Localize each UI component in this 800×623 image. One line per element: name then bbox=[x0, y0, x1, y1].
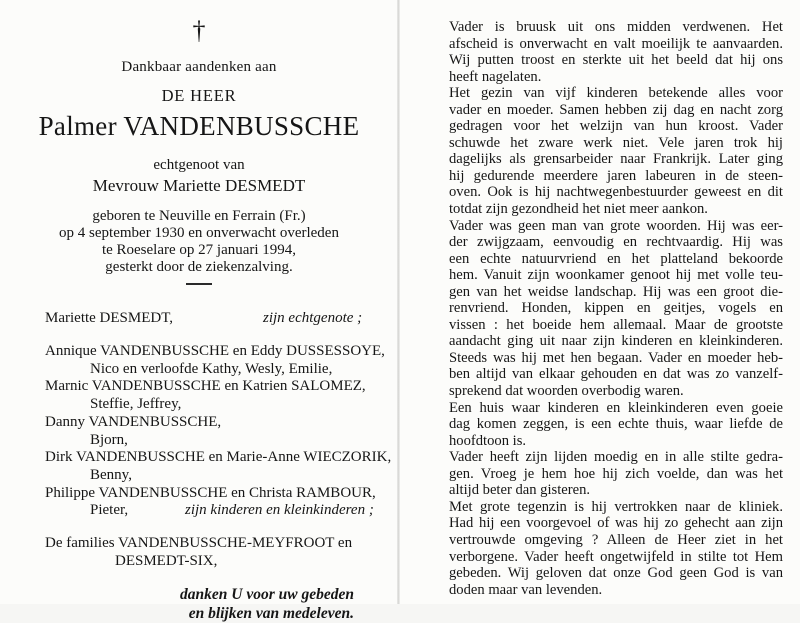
memorial-text-line: hij gedurende meerdere jaren labeuren in de steen- bbox=[449, 167, 783, 184]
memorial-text-line: vader en moeder. Samen hebben zij dag en nacht zorg bbox=[449, 101, 783, 118]
widow-name: Mariette DESMEDT, bbox=[45, 310, 174, 326]
family-member-names: Pieter, bbox=[90, 502, 129, 519]
family-member-names: Bjorn, bbox=[90, 431, 128, 448]
memorial-text-line: schuwde het zware werk niet. Vele jaren trok hij bbox=[449, 134, 783, 151]
life-dates-line: gesterkt door de ziekenzalving. bbox=[105, 259, 293, 275]
family-line bbox=[28, 361, 370, 379]
families-line-1: De families VANDENBUSSCHE-MEYFROOT en bbox=[45, 535, 353, 552]
memorial-text-line: vertrouwde omgeving ? Alleen de Heer ziet in het bbox=[449, 531, 783, 548]
dedication-text: Dankbaar aandenken aan bbox=[121, 59, 277, 75]
section-divider bbox=[186, 283, 212, 285]
family-line bbox=[28, 378, 370, 396]
memorial-text-line: gebeden. Wij geloven dat onze God geen God is van bbox=[449, 565, 783, 582]
spouse-name: Mevrouw Mariette DESMEDT bbox=[92, 176, 306, 195]
card-fold-divider bbox=[397, 0, 400, 604]
spouse-intro: echtgenoot van bbox=[153, 157, 245, 173]
memorial-text-line: Steeds was hij met hen begaan. Vader en moeder heb- bbox=[449, 349, 783, 366]
family-member-names: Benny, bbox=[90, 466, 132, 483]
memorial-text-line: totdat zijn gezondheid het niet meer aankon. bbox=[449, 201, 708, 218]
memorial-text-line: Met grote tegenzin is hij vertrokken naar de kliniek. bbox=[449, 498, 783, 515]
thanks-block bbox=[28, 586, 370, 623]
memorial-text-line: Had hij een voorgevoel of was hij zo gehecht aan zijn bbox=[449, 515, 783, 532]
memorial-text-line: doden maar van levenden. bbox=[449, 581, 603, 598]
memorial-text-line: aandacht ging uit naar zijn kinderen en kleinkinderen. bbox=[449, 333, 783, 350]
family-member-names: Philippe VANDENBUSSCHE en Christa RAMBOUR, bbox=[45, 484, 376, 501]
family-member-names: Annique VANDENBUSSCHE en Eddy DUSSESSOYE, bbox=[45, 343, 385, 359]
memorial-text-line: sprekend dat woorden overbodig waren. bbox=[449, 383, 684, 400]
memorial-text-line: dagelijks als grensarbeider naar Frankrijk. Later ging bbox=[449, 151, 783, 168]
memorial-text-line: vissen : het boeide hem allemaal. Maar de grootste bbox=[449, 316, 783, 333]
family-list bbox=[28, 343, 392, 520]
memorial-text-line: verborgene. Vader heeft ongetwijfeld in stilte tot Hem bbox=[449, 548, 783, 565]
deceased-name: Palmer VANDENBUSSCHE bbox=[38, 111, 360, 141]
life-dates bbox=[28, 208, 370, 276]
memorial-text-line: gen van het weidse landschap. Hij was een groot die- bbox=[449, 283, 783, 300]
family-line bbox=[28, 484, 376, 503]
memorial-text-line: heeft nagelaten. bbox=[449, 68, 542, 85]
family-line bbox=[28, 502, 374, 520]
honorific-title: DE HEER bbox=[161, 86, 237, 105]
cross-icon: † bbox=[192, 16, 206, 45]
widow-line bbox=[28, 310, 370, 328]
family-member-names: Marnic VANDENBUSSCHE en Katrien SALOMEZ, bbox=[45, 378, 366, 395]
memorial-text-line: gedragen voor het welzijn van hun kroost. Vader bbox=[449, 118, 783, 135]
memorial-text-line: hem. Vanuit zijn woonkamer genoot hij met volle teu- bbox=[449, 267, 783, 284]
memorial-text-line: renvriend. Honden, kippen en geitjes, vogels en bbox=[449, 300, 783, 317]
right-page bbox=[449, 19, 783, 598]
family-line bbox=[28, 449, 392, 467]
memorial-text-line: Vader was geen man van grote woorden. Hij was eer- bbox=[449, 217, 783, 234]
memorial-text-line: afscheid is onverwacht en valt moeilijk te aanvaarden. bbox=[449, 35, 783, 52]
left-page bbox=[28, 10, 392, 623]
families-block bbox=[28, 534, 370, 570]
memorial-text-line: Vader is bruusk uit ons midden verdwenen. Het bbox=[449, 19, 783, 35]
family-line bbox=[28, 414, 370, 432]
life-dates-line: te Roeselare op 27 januari 1994, bbox=[101, 242, 297, 258]
family-line bbox=[28, 396, 370, 414]
families-line-2: DESMEDT-SIX, bbox=[115, 553, 218, 570]
family-line bbox=[28, 432, 370, 450]
thanks-line: danken U voor uw gebeden bbox=[180, 586, 354, 604]
memorial-text-line: altijd beter dan gisteren. bbox=[449, 482, 591, 499]
family-line bbox=[28, 467, 370, 485]
memorial-text-line: oven. Ook is hij nachtwegenbestuurder geweest en dit bbox=[449, 184, 783, 201]
widow-relation: zijn echtgenote ; bbox=[263, 310, 363, 326]
memorial-text-line: ben altijd van elkaar gehouden en dat was zo vanzelf- bbox=[449, 366, 783, 383]
memorial-text-line: een echte natuurvriend en het platteland bekoorde bbox=[449, 250, 783, 267]
memorial-text-line: der zwijgzaam, eenvoudig en rechtvaardig. Hij was bbox=[449, 234, 783, 251]
memorial-text-line: dag komen zeggen, is een echte thuis, waar liefde de bbox=[449, 416, 783, 433]
family-line bbox=[28, 343, 385, 361]
family-member-names: Nico en verloofde Kathy, Wesly, Emilie, bbox=[90, 360, 333, 377]
thanks-line: en blijken van medeleven. bbox=[188, 604, 354, 622]
memorial-text-line: hoofdtoon is. bbox=[449, 432, 527, 449]
memorial-text-line: gen. Vroeg je hem hoe hij zich voelde, dan was het bbox=[449, 465, 783, 482]
family-member-names: Danny VANDENBUSSCHE, bbox=[45, 413, 222, 430]
life-dates-line: op 4 september 1930 en onverwacht overleden bbox=[59, 225, 339, 241]
life-dates-line: geboren te Neuville en Ferrain (Fr.) bbox=[92, 208, 306, 224]
family-member-names: Steffie, Jeffrey, bbox=[90, 396, 182, 413]
memorial-text-line: Vader heeft zijn lijden moedig en in alle stilte gedra- bbox=[449, 449, 783, 466]
memorial-text-line: Een huis waar kinderen en kleinkinderen even goeie bbox=[449, 399, 783, 416]
memorial-text-line: Wij putten troost en sterkte uit het beeld dat hij ons bbox=[449, 52, 783, 69]
family-relation: zijn kinderen en kleinkinderen ; bbox=[185, 502, 374, 519]
family-member-names: Dirk VANDENBUSSCHE en Marie-Anne WIECZORIK, bbox=[45, 449, 392, 466]
memorial-text-line: Het gezin van vijf kinderen betekende alles voor bbox=[449, 85, 783, 102]
